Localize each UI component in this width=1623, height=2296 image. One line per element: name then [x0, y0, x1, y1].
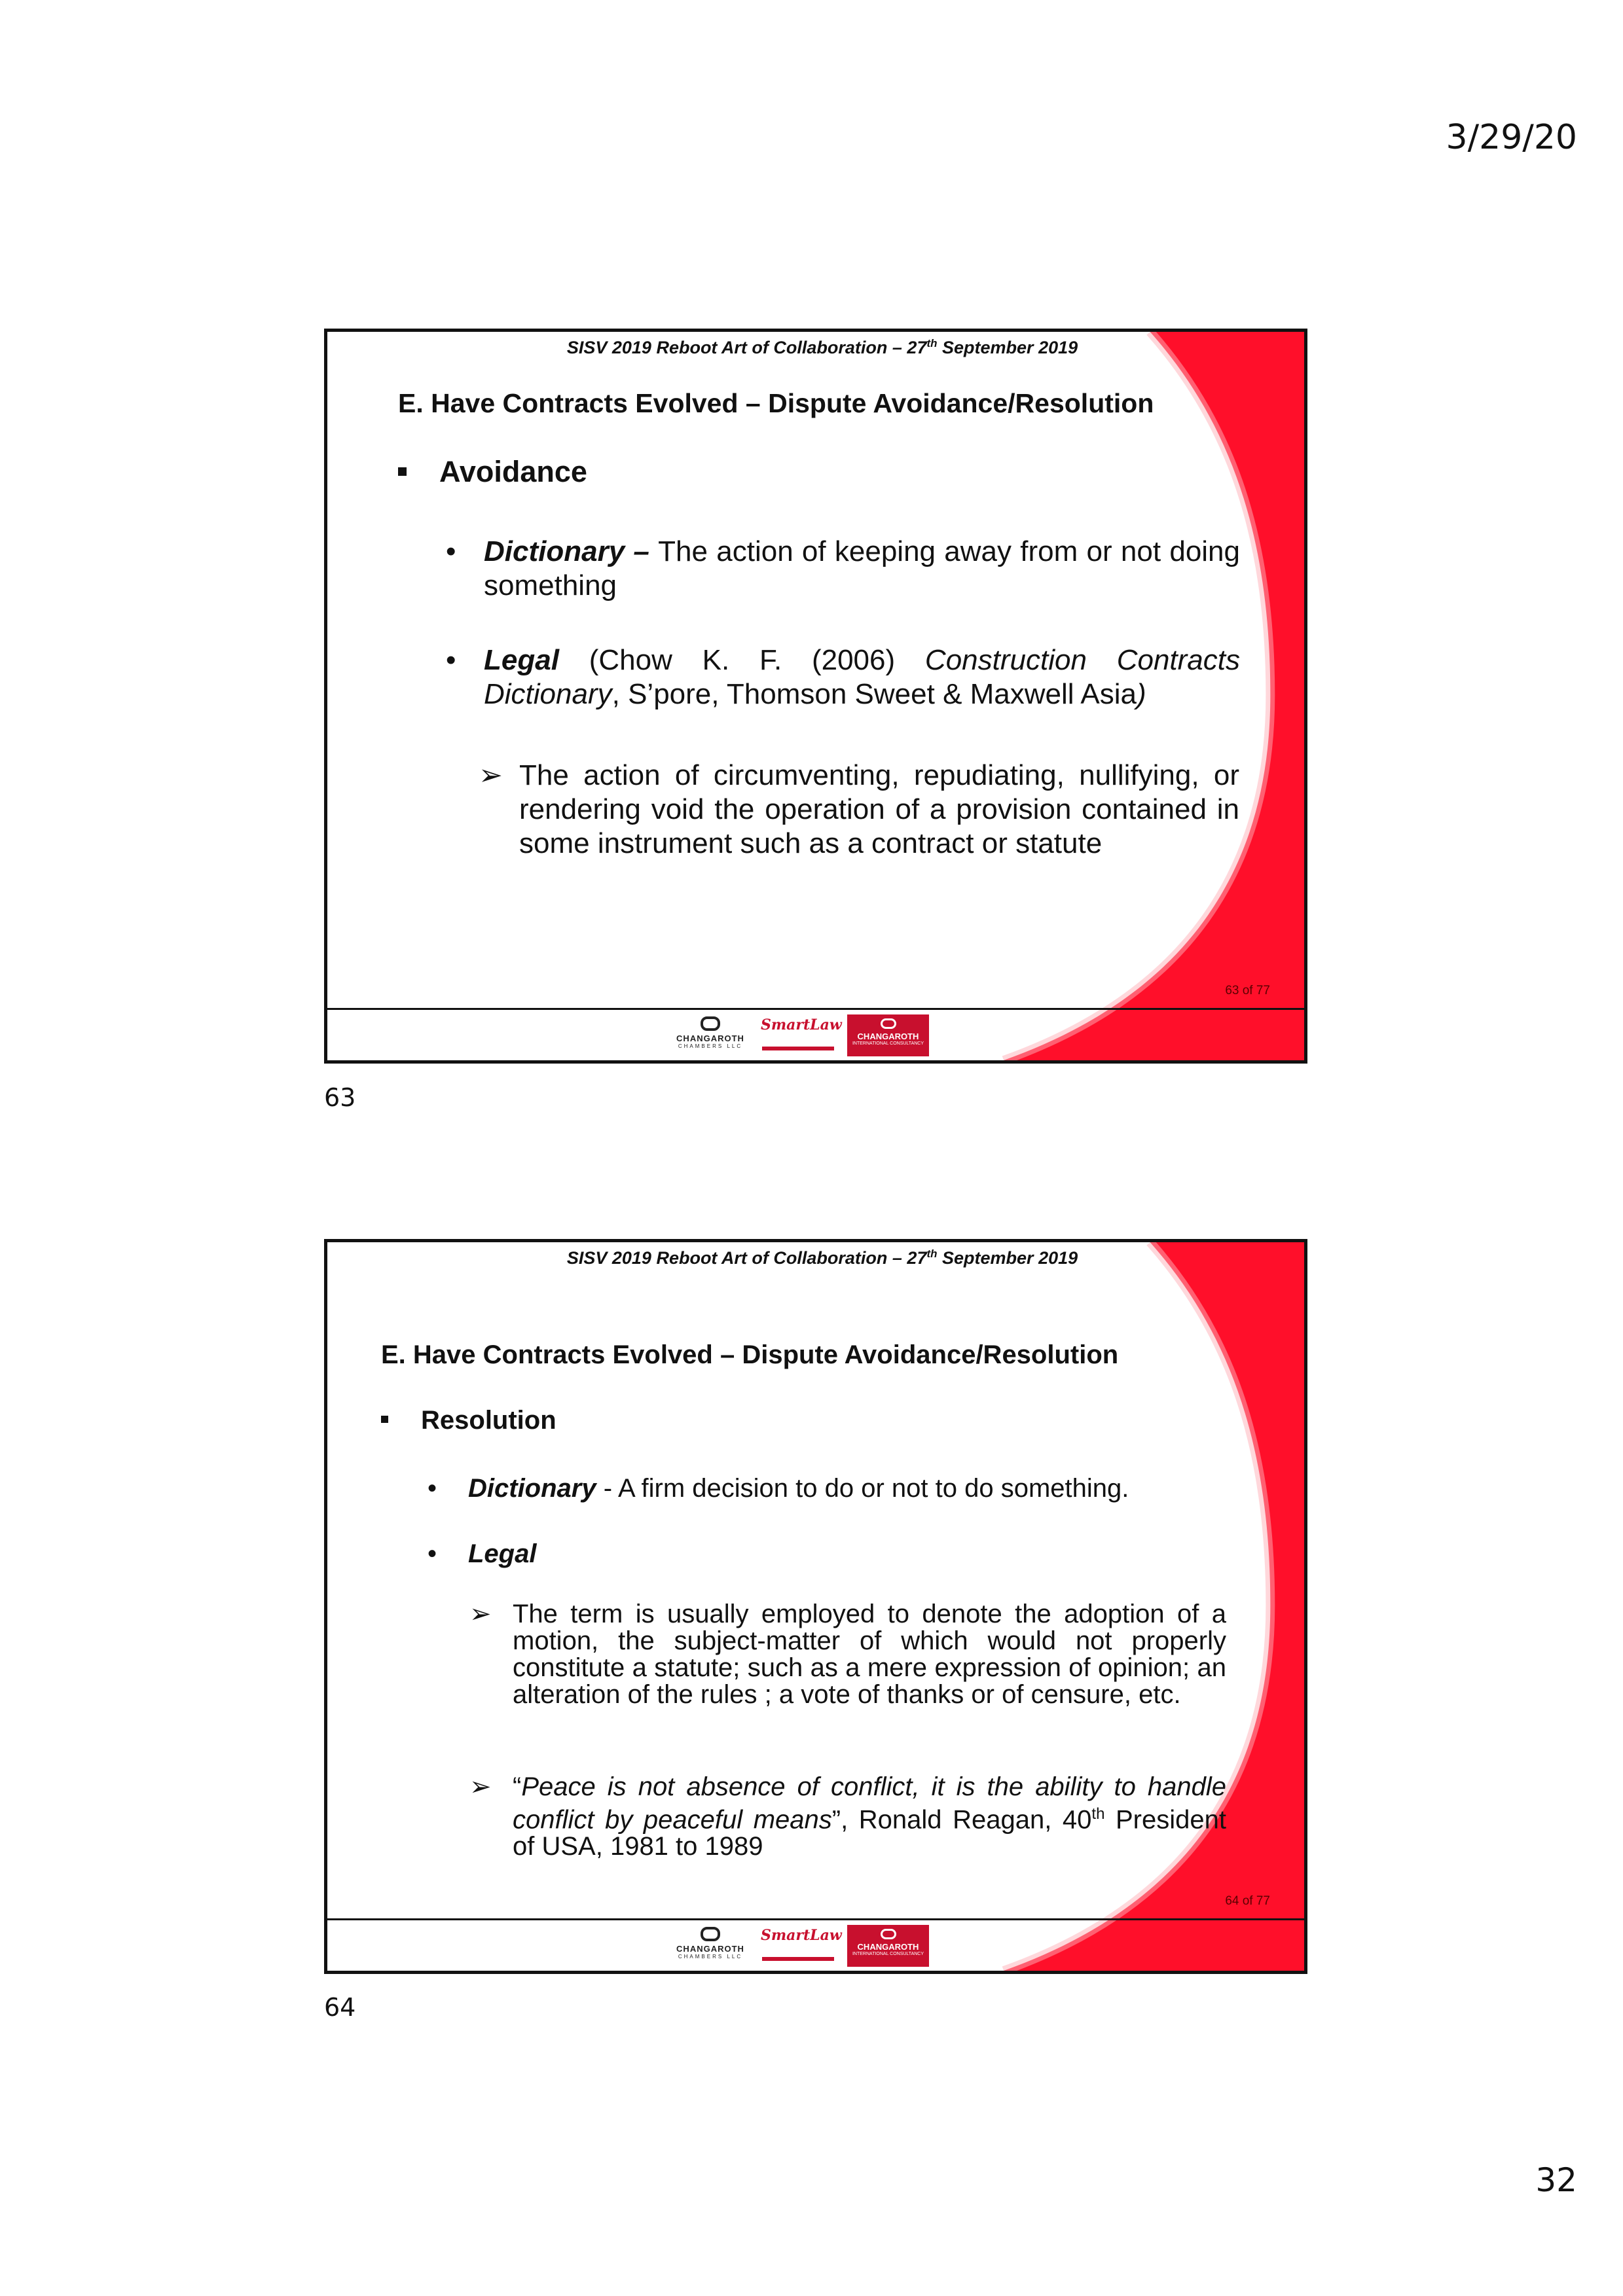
- arrow-bullet-icon: ➢: [469, 1772, 492, 1801]
- page-date: 3/29/20: [1446, 118, 1577, 157]
- dictionary-definition: • Dictionary – The action of keeping away from or not doing something: [446, 535, 1240, 601]
- footer-logos: [668, 1014, 929, 1056]
- arrow-bullet-icon: ➢: [479, 759, 503, 791]
- square-bullet-icon: [381, 1416, 388, 1423]
- legal-point-2: ➢ “Peace is not absence of conflict, it is the ability to handle conflict by peaceful means”, Ronald Reagan, 40th President of USA, 1981 to 1989: [469, 1772, 1226, 1861]
- dictionary-definition: • Dictionary - A firm decision to do or not to do something.: [468, 1471, 1241, 1505]
- bullet-dot-icon: •: [446, 644, 456, 676]
- square-bullet-icon: [398, 467, 407, 476]
- slide-counter: 64 of 77: [1225, 1894, 1270, 1908]
- legal-definition: • Legal (Chow K. F. (2006) Construction Contracts Dictionary, S’pore, Thomson Sweet & Maxwell Asia): [446, 644, 1240, 710]
- changaroth-chambers-logo: CHANGAROTH CHAMBERS LLC: [668, 1927, 753, 1965]
- slide-header: SISV 2019 Reboot Art of Collaboration – 27th September 2019: [566, 1247, 1078, 1268]
- legal-point: ➢ The action of circumventing, repudiating, nullifying, or rendering void the operation of a provision contained in some instrument such as a contract or statute: [479, 759, 1239, 859]
- slide-64: [324, 1239, 1307, 1974]
- slide-number-label: 64: [324, 1993, 356, 2022]
- section-heading: Resolution: [381, 1406, 556, 1435]
- footer-divider: [327, 1008, 1304, 1010]
- footer-divider: [327, 1918, 1304, 1920]
- bullet-dot-icon: •: [446, 535, 456, 567]
- bullet-dot-icon: •: [428, 1539, 437, 1568]
- changaroth-consultancy-logo: CHANGAROTH INTERNATIONAL CONSULTANCY: [847, 1925, 929, 1967]
- smartlaw-logo: SmartLaw: [761, 1927, 839, 1965]
- section-heading: Avoidance: [398, 455, 587, 489]
- bullet-dot-icon: •: [428, 1474, 437, 1503]
- slide-title: E. Have Contracts Evolved – Dispute Avoidance/Resolution: [381, 1340, 1119, 1369]
- page-number: 32: [1535, 2161, 1577, 2199]
- slide-header: SISV 2019 Reboot Art of Collaboration – 27th September 2019: [566, 337, 1078, 357]
- footer-logos: [668, 1925, 929, 1967]
- legal-point-1: ➢ The term is usually employed to denote the adoption of a motion, the subject-matter of which would not properly constitute a statute; such as a mere expression of opinion; an alteration of the rules ; a vote of thanks or of censure, etc.: [469, 1600, 1226, 1709]
- changaroth-consultancy-logo: CHANGAROTH INTERNATIONAL CONSULTANCY: [847, 1014, 929, 1056]
- slide-number-label: 63: [324, 1083, 356, 1112]
- slide-counter: 63 of 77: [1225, 984, 1270, 997]
- changaroth-chambers-logo: CHANGAROTH CHAMBERS LLC: [668, 1016, 753, 1054]
- arrow-bullet-icon: ➢: [469, 1600, 492, 1628]
- legal-heading: • Legal: [468, 1537, 536, 1571]
- slide-title: E. Have Contracts Evolved – Dispute Avoidance/Resolution: [398, 388, 1154, 418]
- smartlaw-logo: SmartLaw: [761, 1016, 839, 1054]
- slide-63: [324, 329, 1307, 1064]
